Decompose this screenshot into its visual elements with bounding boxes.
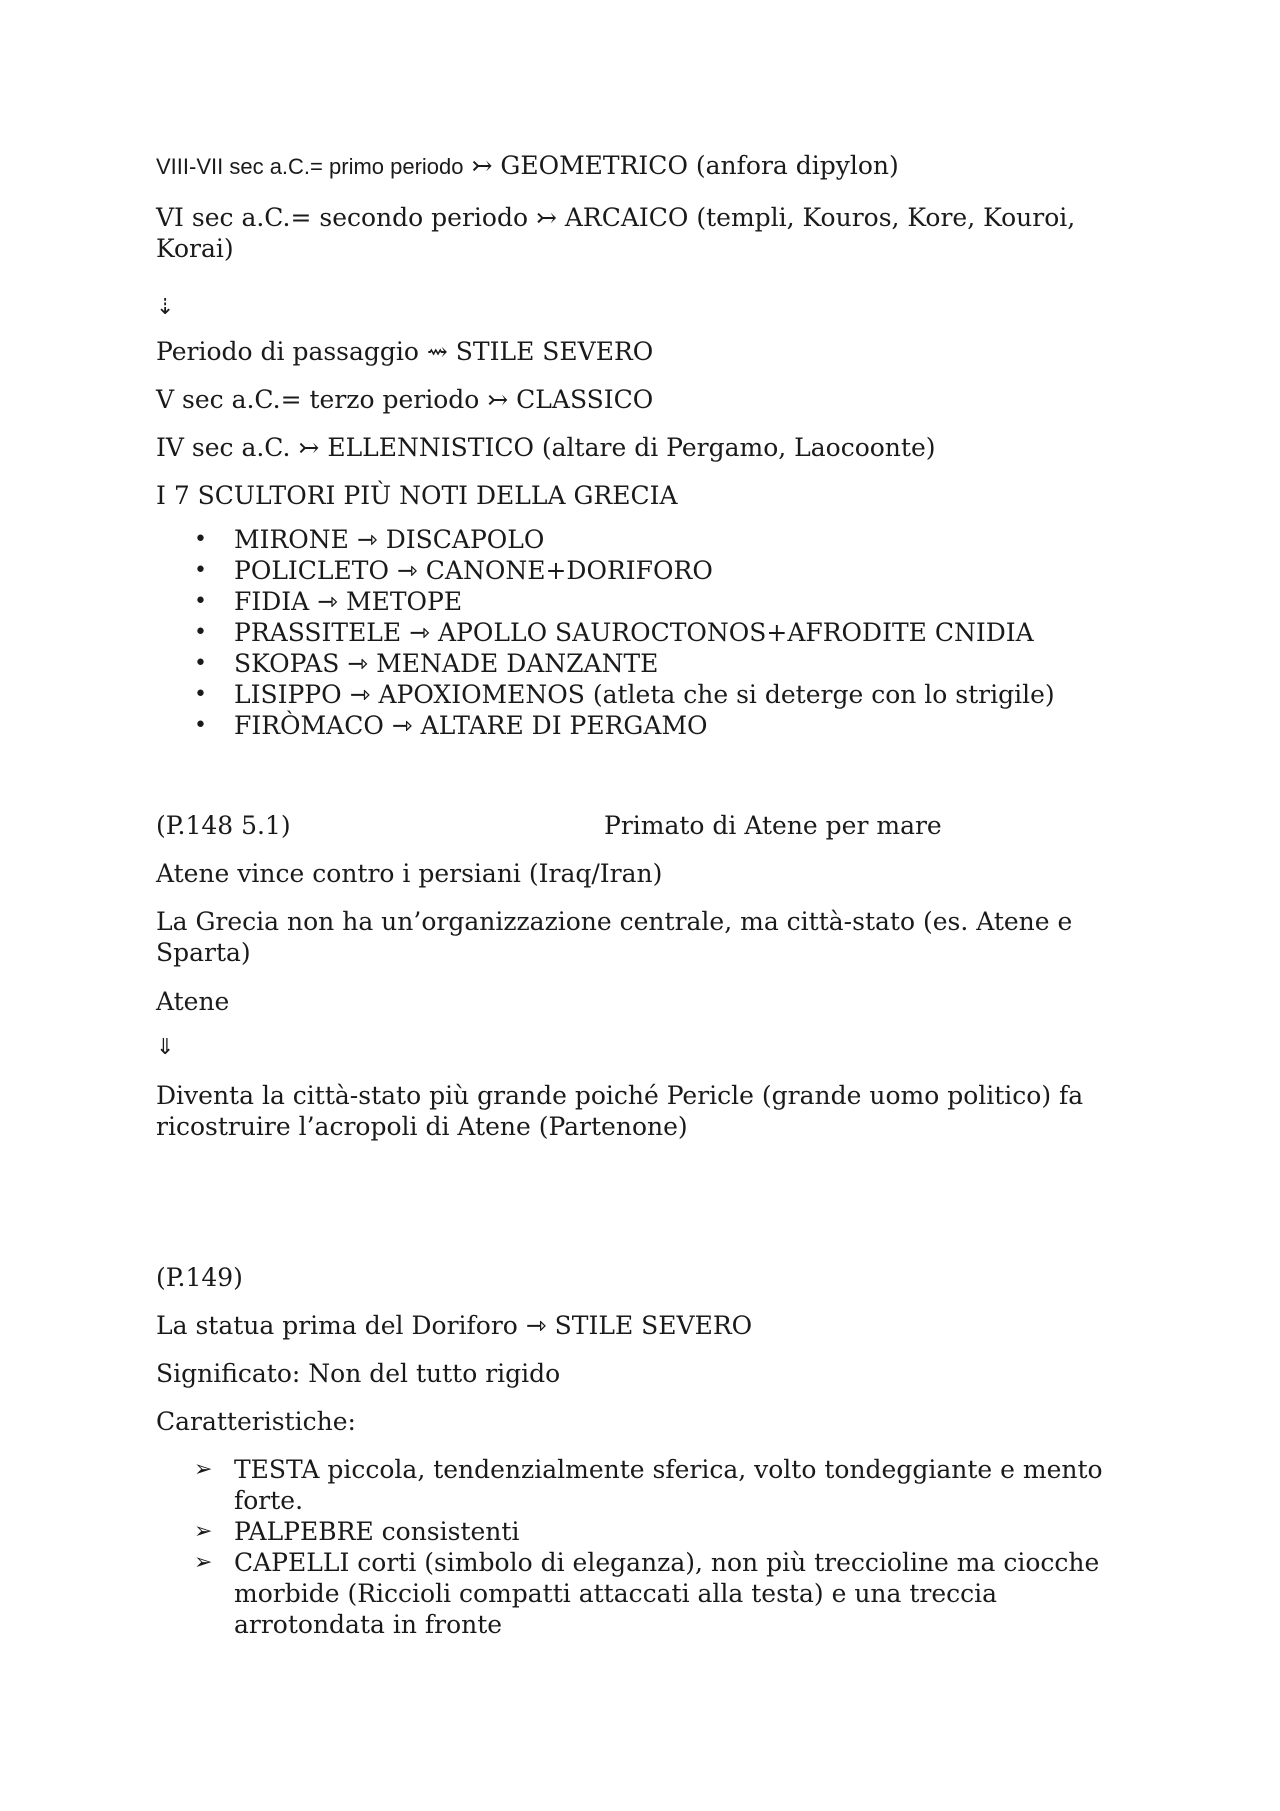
list-item: • PRASSITELE ⇾ APOLLO SAUROCTONOS+AFRODITE CNIDIA [194,618,1034,647]
line-stile-severo: Periodo di passaggio ⇝ STILE SEVERO [156,337,654,366]
line-ellennistico: IV sec a.C. ↣ ELLENNISTICO (altare di Pergamo, Laocoonte) [156,433,936,462]
paragraph-atene: Atene [156,987,230,1016]
bullet-icon: • [194,620,207,645]
list-item: • FIDIA ⇾ METOPE [194,587,463,616]
list-item: • FIRÒMACO ⇾ ALTARE DI PERGAMO [194,711,708,740]
characteristics-list [156,1454,1126,1640]
double-down-arrow: ⇓ [156,1035,175,1060]
line-classico: V sec a.C.= terzo periodo ↣ CLASSICO [156,385,654,414]
paragraph-doriforo: La statua prima del Doriforo ⇾ STILE SEVERO [156,1311,753,1340]
bullet-icon: • [194,558,207,583]
section-title: Primato di Atene per mare [604,811,942,840]
section-header-p148 [156,810,1126,841]
list-item: ➢ CAPELLI corti (simbolo di eleganza), non più treccioline ma ciocche morbide (Riccioli compatti attaccati alla testa) e una treccia arrotondata in fronte [194,1548,1100,1639]
sculptors-list [156,524,1126,741]
arrowhead-bullet-icon: ➢ [194,1519,213,1544]
line-arcaico: VI sec a.C.= secondo periodo ↣ ARCAICO (templi, Kouros, Kore, Kouroi, Korai) [156,203,1076,263]
paragraph-caratteristiche: Caratteristiche: [156,1407,356,1436]
bullet-icon: • [194,527,207,552]
list-item: • MIRONE ⇾ DISCAPOLO [194,525,545,554]
paragraph-pericle: Diventa la città-stato più grande poiché Pericle (grande uomo politico) fa ricostruire l’acropoli di Atene (Partenone) [156,1081,1084,1141]
down-arrow: ⇣ [156,295,175,320]
bullet-icon: • [194,713,207,738]
paragraph-citta-stato: La Grecia non ha un’organizzazione centrale, ma città-stato (es. Atene e Sparta) [156,907,1073,967]
list-item: ➢ PALPEBRE consistenti [194,1517,520,1546]
bullet-icon: • [194,651,207,676]
arrowhead-bullet-icon: ➢ [194,1457,213,1482]
bullet-icon: • [194,682,207,707]
list-item: • LISIPPO ⇾ APOXIOMENOS (atleta che si deterge con lo strigile) [194,680,1055,709]
list-item: ➢ TESTA piccola, tendenzialmente sferica, volto tondeggiante e mento forte. [194,1455,1103,1515]
line-geometrico [156,150,899,182]
page-reference-p149: (P.149) [156,1263,243,1292]
arrowhead-bullet-icon: ➢ [194,1550,213,1575]
paragraph-significato: Significato: Non del tutto rigido [156,1359,561,1388]
line-geometrico-lead: VIII-VII sec a.C.= primo periodo [156,154,464,179]
sculptors-heading: I 7 SCULTORI PIÙ NOTI DELLA GRECIA [156,481,678,510]
line-geometrico-rest: ↣ GEOMETRICO (anfora dipylon) [463,151,899,180]
page-reference: (P.148 5.1) [156,811,291,840]
bullet-icon: • [194,589,207,614]
paragraph-persiani: Atene vince contro i persiani (Iraq/Iran) [156,859,663,888]
list-item: • POLICLETO ⇾ CANONE+DORIFORO [194,556,713,585]
list-item: • SKOPAS ⇾ MENADE DANZANTE [194,649,659,678]
